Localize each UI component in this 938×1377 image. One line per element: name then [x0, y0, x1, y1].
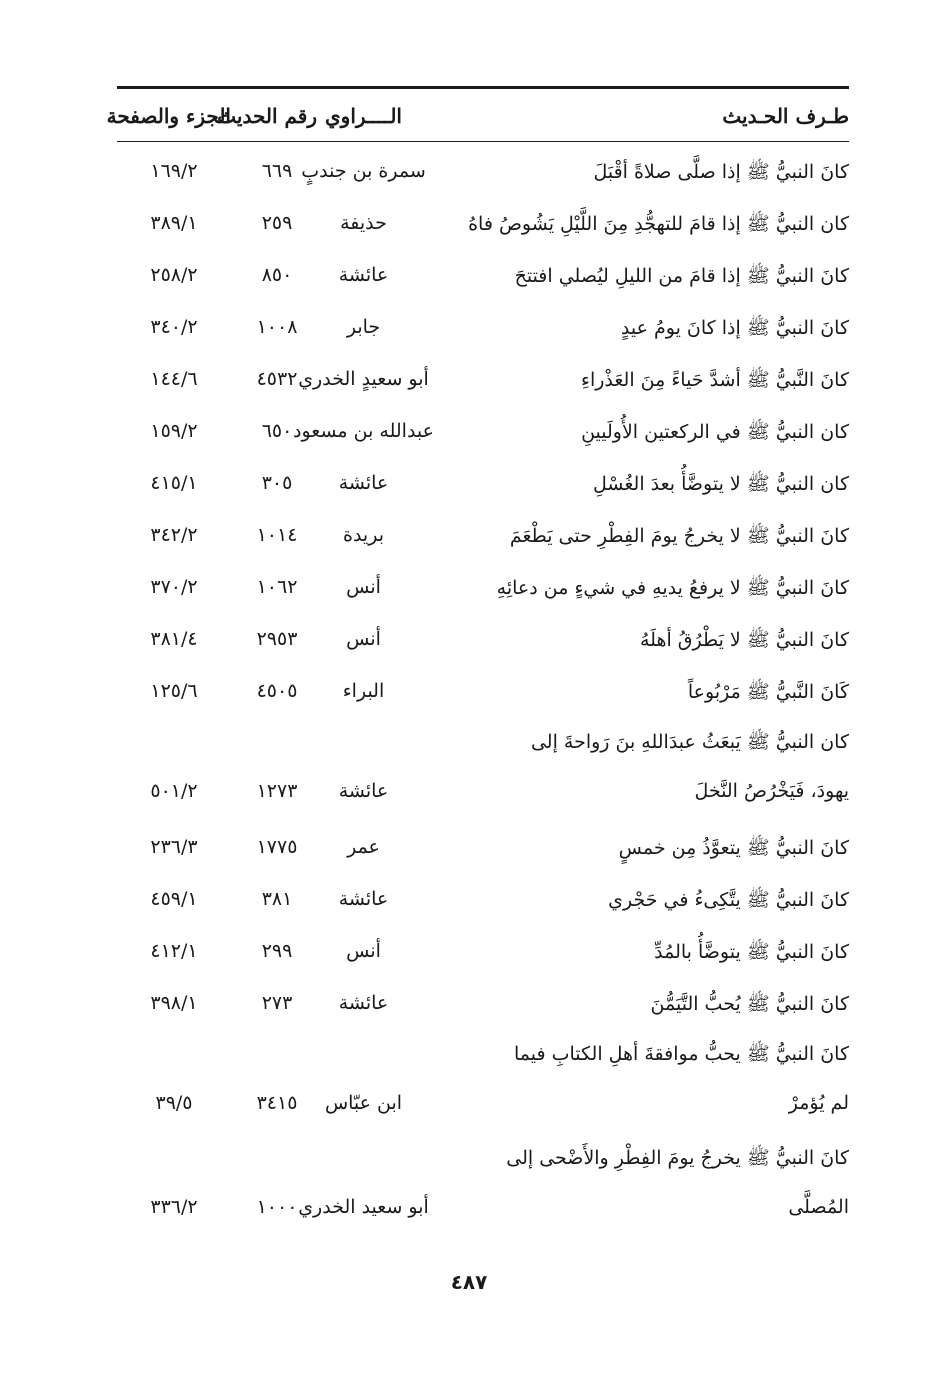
- hadith-text: كانَ النبيُّ ﷺ لا يخرجُ يومَ الفِطْرِ حتى يَطْعَمَ: [509, 525, 849, 547]
- table-row: [117, 460, 849, 512]
- volume-page: ٣٧٠/٢: [150, 576, 198, 598]
- volume-page: ٣٩٨/١: [150, 992, 198, 1014]
- hadith-text: كان النبيُّ ﷺ في الركعتين الأُولَيينِ: [581, 421, 849, 443]
- hadith-number: ١٢٧٣: [256, 780, 298, 802]
- volume-page: ٣٤٠/٢: [150, 316, 198, 338]
- hadith-number: ٤٥٠٥: [256, 680, 298, 702]
- volume-page: ٢٣٦/٣: [150, 836, 198, 858]
- table-row: [117, 720, 849, 824]
- hadith-number: ٣٠٥: [261, 472, 293, 494]
- narrator: عائشة: [338, 472, 389, 494]
- hadith-text-line1: كانَ النبيُّ ﷺ يحبُّ موافقةَ أهلِ الكتابِ فيما: [514, 1043, 849, 1065]
- table-row: [117, 824, 849, 876]
- hadith-text-line2: المُصلَّى: [788, 1196, 849, 1218]
- hadith-number: ٢٧٣: [261, 992, 293, 1014]
- hadith-number: ١٠٠٨: [256, 316, 298, 338]
- table-row: [117, 928, 849, 980]
- volume-page: ٣٤٢/٢: [150, 524, 198, 546]
- volume-page: ١٦٩/٢: [150, 160, 198, 182]
- table-row: [117, 668, 849, 720]
- hadith-text: كان النبيُّ ﷺ إذا قامَ للتهجُّدِ مِنَ اللَّيْلِ يَشُوصُ فاهُ: [468, 213, 849, 235]
- hadith-text: كانَ النبيُّ ﷺ يتَّكِىءُ في حَجْري: [608, 889, 849, 911]
- hadith-number: ١٧٧٥: [256, 836, 298, 858]
- volume-page: ٣٨٩/١: [150, 212, 198, 234]
- volume-page: ٥٠١/٢: [150, 780, 198, 802]
- narrator: عائشة: [338, 888, 389, 910]
- hadith-number: ٦٥٠: [261, 420, 293, 442]
- hadith-text-line2: يهودَ، فَيَخْرُصُ النَّخلَ: [694, 780, 849, 802]
- volume-page: ٤١٥/١: [150, 472, 198, 494]
- hadith-text: كانَ النبيُّ ﷺ يتوضَّأُ بالمُدِّ: [654, 941, 849, 963]
- narrator: عائشة: [338, 264, 389, 286]
- table-row: [117, 200, 849, 252]
- hadith-number: ٣٨١: [261, 888, 293, 910]
- volume-page: ١٥٩/٢: [150, 420, 198, 442]
- hadith-text: كانَ النبيُّ ﷺ لا يَطْرُقُ أهلَهُ: [639, 629, 849, 651]
- narrator: سمرة بن جندبٍ: [301, 160, 426, 182]
- volume-page: ١٤٤/٦: [150, 368, 198, 390]
- table-row: [117, 304, 849, 356]
- table-row: [117, 148, 849, 200]
- hadith-number: ٨٥٠: [261, 264, 293, 286]
- narrator: ابن عبّاس: [324, 1092, 403, 1114]
- hadith-text: كَانَ النَّبيُّ ﷺ مَرْبُوعاً: [687, 681, 849, 703]
- hadith-number: ١٠٦٢: [256, 576, 298, 598]
- hadith-text: كانَ النبيُّ ﷺ إذا كانَ يومُ عيدٍ: [620, 317, 849, 339]
- header-rule: [117, 141, 849, 142]
- hadith-text-line1: كان النبيُّ ﷺ يَبعَثُ عبدَاللهِ بنَ رَواحةَ إلى: [530, 731, 849, 753]
- volume-page: ١٢٥/٦: [150, 680, 198, 702]
- hadith-text: كانَ النبيُّ ﷺ إذا صلَّى صلاةً أقْبَلَ: [593, 161, 849, 183]
- header-volume-page: الجزء والصفحة: [106, 104, 231, 128]
- hadith-number: ٣٤١٥: [256, 1092, 298, 1114]
- hadith-text-line2: لم يُؤمرْ: [788, 1092, 849, 1114]
- hadith-table: [117, 148, 849, 1240]
- narrator: عائشة: [338, 780, 389, 802]
- narrator: عمر: [347, 836, 380, 858]
- hadith-text-line1: كانَ النبيُّ ﷺ يخرجُ يومَ الفِطْرِ والأَضْحى إلى: [506, 1147, 849, 1169]
- volume-page: ٣٩/٥: [155, 1092, 193, 1114]
- header-hadith-number: رقم الحديث: [217, 104, 317, 128]
- narrator: أبو سعيد الخدري: [298, 1196, 429, 1218]
- narrator: عائشة: [338, 992, 389, 1014]
- header-hadith-text: طـرف الحـديث: [722, 104, 849, 128]
- top-rule: [117, 86, 849, 89]
- hadith-number: ٤٥٣٢: [256, 368, 298, 390]
- hadith-number: ٢٩٥٣: [256, 628, 298, 650]
- table-row: [117, 1032, 849, 1136]
- hadith-number: ٢٥٩: [261, 212, 293, 234]
- hadith-number: ١٠٠٠: [256, 1196, 298, 1218]
- narrator: عبدالله بن مسعود: [293, 420, 434, 442]
- hadith-number: ٦٦٩: [261, 160, 293, 182]
- narrator: جابر: [346, 316, 381, 338]
- volume-page: ٤٥٩/١: [150, 888, 198, 910]
- volume-page: ٤١٢/١: [150, 940, 198, 962]
- table-row: [117, 980, 849, 1032]
- table-header: [106, 96, 849, 136]
- narrator: حذيفة: [340, 212, 387, 234]
- narrator: بريدة: [343, 524, 384, 546]
- table-row: [117, 408, 849, 460]
- volume-page: ٢٥٨/٢: [150, 264, 198, 286]
- hadith-text: كانَ النبيُّ ﷺ يُحبُّ التَّيَمُّنَ: [650, 993, 849, 1015]
- volume-page: ٣٣٦/٢: [150, 1196, 198, 1218]
- volume-page: ٣٨١/٤: [150, 628, 198, 650]
- table-row: [117, 616, 849, 668]
- hadith-text: كانَ النَّبيُّ ﷺ أشدَّ حَياءً مِنَ العَذْراءِ: [581, 369, 849, 391]
- table-row: [117, 512, 849, 564]
- hadith-text: كانَ النبيُّ ﷺ يتعوَّذُ مِن خمسٍ: [618, 837, 849, 859]
- narrator: أنس: [346, 576, 381, 598]
- table-row: [117, 876, 849, 928]
- narrator: البراء: [342, 680, 385, 702]
- hadith-text: كان النبيُّ ﷺ لا يتوضَّأُ بعدَ الغُسْلِ: [593, 473, 849, 495]
- header-narrator: الــــراوي: [325, 104, 402, 128]
- table-row: [117, 356, 849, 408]
- table-row: [117, 252, 849, 304]
- hadith-text: كانَ النبيُّ ﷺ لا يرفعُ يديهِ في شيءٍ من دعائِهِ: [496, 577, 849, 599]
- table-row: [117, 564, 849, 616]
- hadith-number: ٢٩٩: [261, 940, 293, 962]
- hadith-text: كانَ النبيُّ ﷺ إذا قامَ من الليلِ ليُصلي افتتحَ: [514, 265, 849, 287]
- page-number: ٤٨٧: [450, 1270, 488, 1294]
- narrator: أبو سعيدٍ الخدري: [298, 368, 429, 390]
- narrator: أنس: [346, 940, 381, 962]
- hadith-number: ١٠١٤: [256, 524, 298, 546]
- table-row: [117, 1136, 849, 1240]
- narrator: أنس: [346, 628, 381, 650]
